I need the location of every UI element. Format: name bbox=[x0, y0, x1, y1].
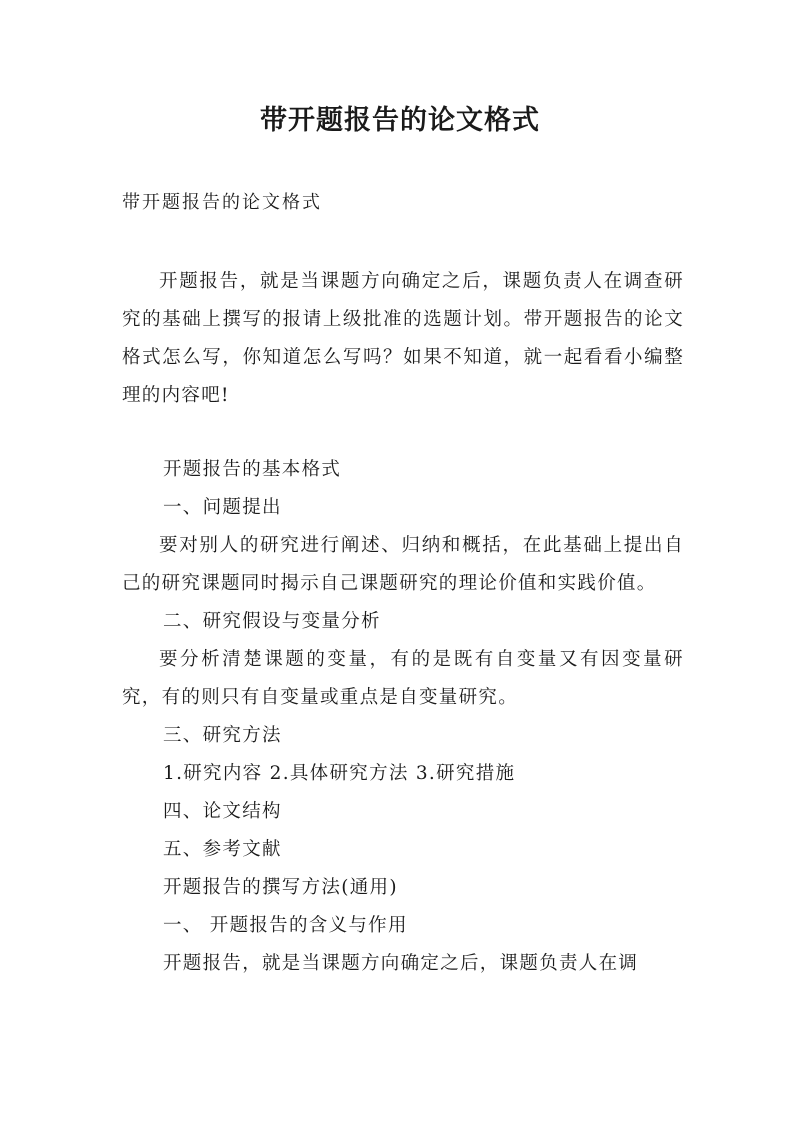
document-subtitle: 带开题报告的论文格式 bbox=[122, 192, 322, 213]
document-title: 带开题报告的论文格式 bbox=[260, 105, 540, 136]
item-3-body: 1.研究内容 2.具体研究方法 3.研究措施 bbox=[163, 763, 516, 784]
item-4-heading: 四、论文结构 bbox=[163, 801, 282, 822]
item-3-heading: 三、研究方法 bbox=[163, 725, 282, 746]
item-1-heading: 一、问题提出 bbox=[163, 497, 282, 518]
section-2-body-start: 开题报告，就是当课题方向确定之后，课题负责人在调 bbox=[163, 953, 639, 974]
item-2-heading: 二、研究假设与变量分析 bbox=[163, 611, 381, 632]
item-1-body: 要对别人的研究进行阐述、归纳和概括，在此基础上提出自己的研究课题同时揭示自己课题研究的理论价值和实践价值。 bbox=[122, 535, 684, 594]
section-heading: 开题报告的基本格式 bbox=[163, 459, 342, 480]
item-5-heading: 五、参考文献 bbox=[163, 839, 282, 860]
intro-paragraph: 开题报告，就是当课题方向确定之后，课题负责人在调查研究的基础上撰写的报请上级批准的选题计划。带开题报告的论文格式怎么写，你知道怎么写吗？如果不知道，就一起看看小编整理的内容吧! bbox=[122, 271, 684, 406]
item-2-body: 要分析清楚课题的变量，有的是既有自变量又有因变量研究，有的则只有自变量或重点是自变量研究。 bbox=[122, 649, 684, 708]
paragraph-gap bbox=[122, 415, 684, 451]
section-2-item-1: 一、 开题报告的含义与作用 bbox=[163, 915, 408, 936]
section-2-heading: 开题报告的撰写方法(通用) bbox=[163, 877, 398, 898]
document-body bbox=[122, 263, 684, 983]
